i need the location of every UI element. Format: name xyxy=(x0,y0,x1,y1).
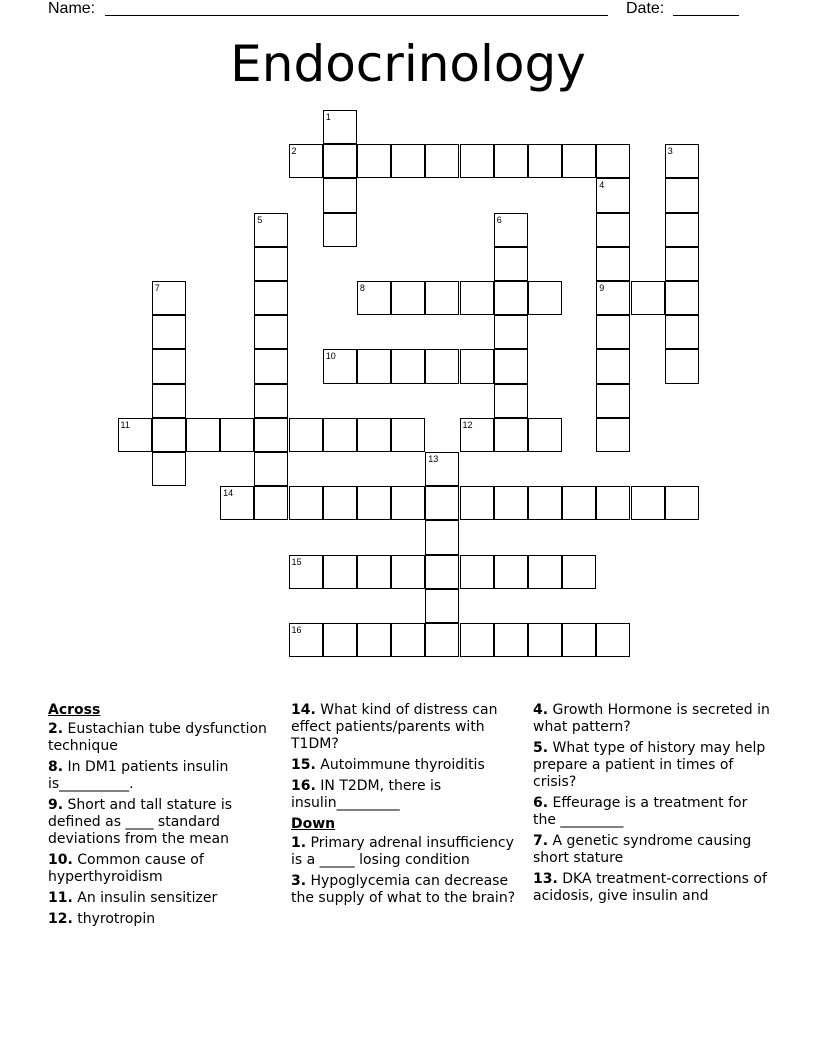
clue-number: 15. xyxy=(291,757,316,773)
clue-text: What type of history may help prepare a patient in times of crisis? xyxy=(533,740,766,790)
grid-cell[interactable] xyxy=(323,213,357,247)
grid-cell[interactable] xyxy=(562,486,596,520)
clues-column-2 xyxy=(291,702,527,911)
header xyxy=(48,0,748,20)
clue xyxy=(291,835,527,869)
grid-cell[interactable] xyxy=(494,144,528,178)
grid-cell[interactable] xyxy=(665,144,699,178)
down-heading: Down xyxy=(291,816,336,832)
page-title: Endocrinology xyxy=(230,35,586,93)
clue xyxy=(48,797,276,848)
clue xyxy=(291,778,527,812)
date-field[interactable] xyxy=(673,15,739,16)
grid-cell[interactable] xyxy=(152,281,186,315)
grid-cell[interactable] xyxy=(254,315,288,349)
clue-text: Short and tall stature is defined as ____ standard deviations from the mean xyxy=(48,797,233,847)
grid-cell[interactable] xyxy=(289,144,323,178)
grid-cell[interactable] xyxy=(289,418,323,452)
clue-number: 1. xyxy=(291,835,307,851)
grid-cell[interactable] xyxy=(596,486,630,520)
clue-number: 4. xyxy=(533,702,549,718)
grid-cell[interactable] xyxy=(494,247,528,281)
grid-cell[interactable] xyxy=(152,315,186,349)
clue-text: Primary adrenal insufficiency is a _____ losing condition xyxy=(291,835,514,868)
grid-cell[interactable] xyxy=(631,486,665,520)
grid-cell[interactable] xyxy=(460,555,494,589)
clue-number: 6. xyxy=(533,795,549,811)
grid-cell[interactable] xyxy=(494,213,528,247)
grid-cell[interactable] xyxy=(323,178,357,212)
grid-cell[interactable] xyxy=(494,418,528,452)
clue-number: 12 xyxy=(462,419,473,430)
grid-cell[interactable] xyxy=(665,315,699,349)
clue xyxy=(48,911,276,928)
clue-number: 10. xyxy=(48,852,73,868)
grid-cell[interactable] xyxy=(631,281,665,315)
grid-cell[interactable] xyxy=(357,623,391,657)
clue-number: 2 xyxy=(291,146,297,157)
grid-cell[interactable] xyxy=(425,486,459,520)
clue xyxy=(48,890,276,907)
grid-cell[interactable] xyxy=(494,315,528,349)
grid-cell[interactable] xyxy=(323,418,357,452)
clue-number: 8. xyxy=(48,759,64,775)
grid-cell[interactable] xyxy=(323,144,357,178)
clues-column-1 xyxy=(48,702,276,932)
grid-cell[interactable] xyxy=(391,623,425,657)
grid-cell[interactable] xyxy=(425,589,459,623)
clue-number: 9. xyxy=(48,797,64,813)
grid-cell[interactable] xyxy=(596,247,630,281)
grid-cell[interactable] xyxy=(254,247,288,281)
date-label: Date: xyxy=(626,0,665,17)
grid-cell[interactable] xyxy=(152,349,186,383)
clue-text: DKA treatment-corrections of acidosis, give insulin and xyxy=(533,871,767,904)
grid-cell[interactable] xyxy=(562,144,596,178)
grid-cell[interactable] xyxy=(665,178,699,212)
clue-number: 13 xyxy=(428,454,439,464)
clue-text: IN T2DM, there is insulin_________ xyxy=(291,778,442,811)
grid-cell[interactable] xyxy=(494,281,528,315)
grid-cell[interactable] xyxy=(528,418,562,452)
grid-cell[interactable] xyxy=(357,281,391,315)
grid-cell[interactable] xyxy=(254,418,288,452)
grid-cell[interactable] xyxy=(152,418,186,452)
grid-cell[interactable] xyxy=(528,555,562,589)
clue-number: 5 xyxy=(257,214,263,225)
clue-number: 14. xyxy=(291,702,316,718)
clue-text: In DM1 patients insulin is__________. xyxy=(48,759,229,792)
clue-text: Eustachian tube dysfunction technique xyxy=(48,721,267,754)
clue-number: 12. xyxy=(48,911,73,927)
grid-cell[interactable] xyxy=(323,349,357,383)
grid-cell[interactable] xyxy=(460,623,494,657)
clue-number: 7 xyxy=(154,283,160,293)
clue xyxy=(48,721,276,755)
grid-cell[interactable] xyxy=(425,144,459,178)
grid-cell[interactable] xyxy=(289,486,323,520)
grid-cell[interactable] xyxy=(494,349,528,383)
grid-cell[interactable] xyxy=(391,281,425,315)
grid-cell[interactable] xyxy=(220,486,254,520)
clue-number: 3. xyxy=(291,873,307,889)
grid-cell[interactable] xyxy=(323,623,357,657)
grid-cell[interactable] xyxy=(460,349,494,383)
grid-cell[interactable] xyxy=(391,555,425,589)
grid-cell[interactable] xyxy=(460,418,494,452)
grid-cell[interactable] xyxy=(425,555,459,589)
grid-cell[interactable] xyxy=(391,144,425,178)
clue xyxy=(48,759,276,793)
clue-number: 10 xyxy=(325,351,336,362)
grid-cell[interactable] xyxy=(357,555,391,589)
grid-cell[interactable] xyxy=(323,110,357,144)
grid-cell[interactable] xyxy=(494,486,528,520)
grid-cell[interactable] xyxy=(596,178,630,212)
clue xyxy=(48,852,276,886)
grid-cell[interactable] xyxy=(528,623,562,657)
grid-cell[interactable] xyxy=(254,384,288,418)
clue-text: An insulin sensitizer xyxy=(77,890,218,906)
clue xyxy=(533,740,773,791)
grid-cell[interactable] xyxy=(562,623,596,657)
grid-cell[interactable] xyxy=(460,144,494,178)
clue xyxy=(533,795,773,829)
clue-number: 16. xyxy=(291,778,316,794)
name-field[interactable] xyxy=(105,15,608,16)
grid-cell[interactable] xyxy=(596,144,630,178)
grid-cell[interactable] xyxy=(118,418,152,452)
clue-number: 16 xyxy=(291,625,302,635)
grid-cell[interactable] xyxy=(665,213,699,247)
grid-cell[interactable] xyxy=(596,418,630,452)
clue-text: Growth Hormone is secreted in what pattern? xyxy=(533,702,770,735)
clue xyxy=(533,871,773,905)
grid-cell[interactable] xyxy=(528,486,562,520)
clue-text: Effeurage is a treatment for the _________ xyxy=(533,795,748,828)
clues-column-3 xyxy=(533,702,773,909)
grid-cell[interactable] xyxy=(357,144,391,178)
clue xyxy=(533,833,773,867)
grid-cell[interactable] xyxy=(528,144,562,178)
grid-cell[interactable] xyxy=(254,486,288,520)
clue-number: 11 xyxy=(120,419,130,430)
grid-cell[interactable] xyxy=(357,486,391,520)
grid-cell[interactable] xyxy=(186,418,220,452)
clue-number: 1 xyxy=(325,112,331,122)
grid-cell[interactable] xyxy=(220,418,254,452)
clue-number: 2. xyxy=(48,721,64,737)
clue-number: 4 xyxy=(599,180,605,191)
grid-cell[interactable] xyxy=(460,486,494,520)
grid-cell[interactable] xyxy=(357,349,391,383)
clue-text: What kind of distress can effect patients/parents with T1DM? xyxy=(291,702,498,752)
grid-cell[interactable] xyxy=(665,281,699,315)
grid-cell[interactable] xyxy=(425,281,459,315)
grid-cell[interactable] xyxy=(152,384,186,418)
grid-cell[interactable] xyxy=(596,623,630,657)
grid-cell[interactable] xyxy=(494,555,528,589)
clue-number: 3 xyxy=(667,146,673,157)
name-label: Name: xyxy=(48,0,96,17)
grid-cell[interactable] xyxy=(596,213,630,247)
grid-cell[interactable] xyxy=(254,281,288,315)
grid-cell[interactable] xyxy=(562,555,596,589)
grid-cell[interactable] xyxy=(289,623,323,657)
grid-cell[interactable] xyxy=(425,520,459,554)
clue-number: 11. xyxy=(48,890,73,906)
clue-number: 9 xyxy=(599,283,605,293)
grid-cell[interactable] xyxy=(425,349,459,383)
clue-number: 15 xyxy=(291,556,302,567)
clue-number: 5. xyxy=(533,740,549,756)
grid-cell[interactable] xyxy=(391,418,425,452)
grid-cell[interactable] xyxy=(596,384,630,418)
clue-number: 8 xyxy=(359,283,365,293)
across-heading: Across xyxy=(48,702,101,718)
clue-text: Common cause of hyperthyroidism xyxy=(48,852,204,885)
clue-text: Autoimmune thyroiditis xyxy=(320,757,485,773)
grid-cell[interactable] xyxy=(391,486,425,520)
clue-number: 6 xyxy=(496,214,502,225)
grid-cell[interactable] xyxy=(254,213,288,247)
clue xyxy=(533,702,773,736)
grid-cell[interactable] xyxy=(596,281,630,315)
clue xyxy=(291,702,527,753)
grid-cell[interactable] xyxy=(528,281,562,315)
clue-number: 14 xyxy=(223,488,234,499)
grid-cell[interactable] xyxy=(357,418,391,452)
grid-cell[interactable] xyxy=(596,315,630,349)
grid-cell[interactable] xyxy=(425,623,459,657)
clue xyxy=(291,757,527,774)
grid-cell[interactable] xyxy=(494,623,528,657)
grid-cell[interactable] xyxy=(254,452,288,486)
clue-text: Hypoglycemia can decrease the supply of what to the brain? xyxy=(291,873,516,906)
clue-number: 7. xyxy=(533,833,549,849)
grid-cell[interactable] xyxy=(460,281,494,315)
grid-cell[interactable] xyxy=(289,555,323,589)
grid-cell[interactable] xyxy=(425,452,459,486)
clue-number: 13. xyxy=(533,871,558,887)
grid-cell[interactable] xyxy=(391,349,425,383)
clue-text: A genetic syndrome causing short stature xyxy=(533,833,752,866)
grid-cell[interactable] xyxy=(323,486,357,520)
clue xyxy=(291,873,527,907)
grid-cell[interactable] xyxy=(254,349,288,383)
grid-cell[interactable] xyxy=(665,349,699,383)
grid-cell[interactable] xyxy=(152,452,186,486)
grid-cell[interactable] xyxy=(665,486,699,520)
clue-text: thyrotropin xyxy=(77,911,156,927)
grid-cell[interactable] xyxy=(596,349,630,383)
grid-cell[interactable] xyxy=(494,384,528,418)
grid-cell[interactable] xyxy=(665,247,699,281)
grid-cell[interactable] xyxy=(323,555,357,589)
